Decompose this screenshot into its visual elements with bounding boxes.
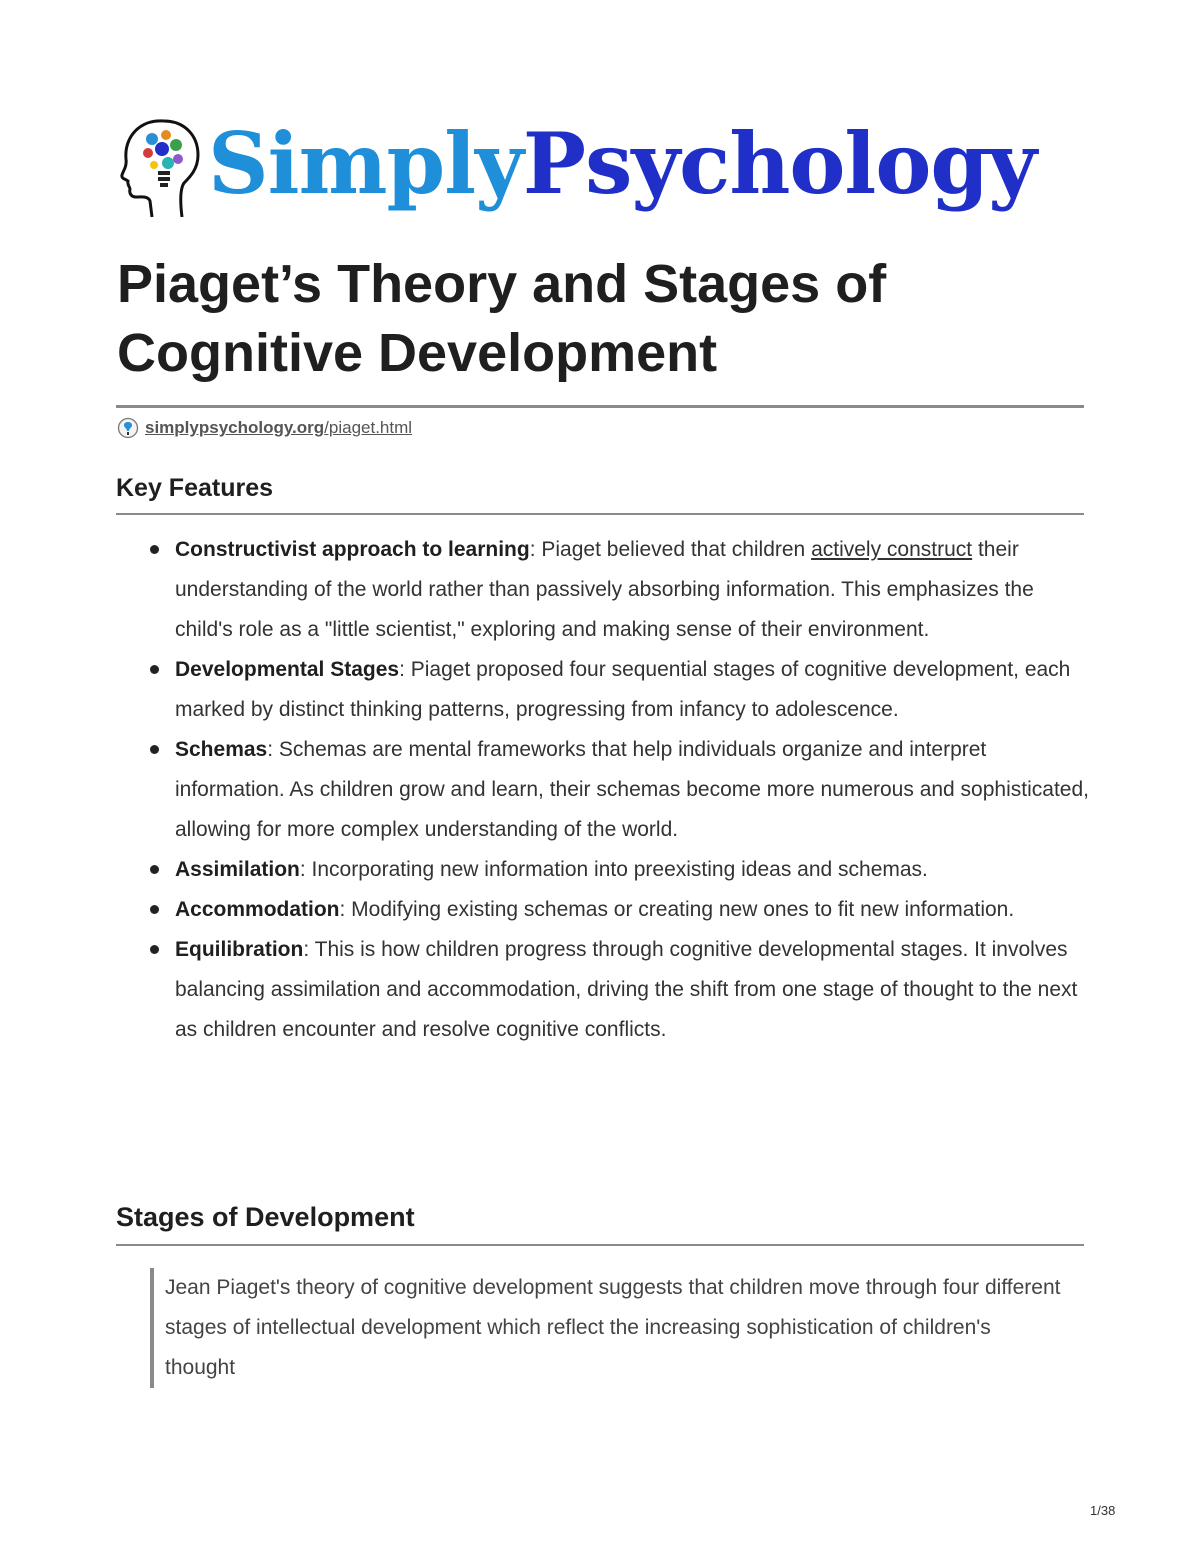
source-path: /piaget.html [324, 418, 413, 437]
logo-simply-text: Simply [208, 114, 523, 213]
title-divider [116, 405, 1084, 408]
site-logo[interactable] [118, 112, 1036, 222]
list-item [150, 850, 1090, 890]
feature-text: : Incorporating new information into preexisting ideas and schemas. [299, 858, 928, 881]
list-item [150, 530, 1090, 650]
list-item [150, 730, 1090, 850]
logo-psychology-text: Psychology [522, 114, 1036, 213]
key-features-list [150, 530, 1090, 1050]
head-gears-icon [118, 113, 206, 221]
feature-text: : Piaget believed that children [529, 538, 812, 561]
list-item [150, 650, 1090, 730]
page-number: 1/38 [1090, 1503, 1116, 1518]
stages-heading: Stages of Development [116, 1202, 415, 1232]
site-favicon-icon [117, 417, 139, 439]
source-link-row [117, 416, 412, 440]
stages-divider [116, 1244, 1084, 1246]
source-url-link[interactable] [145, 418, 412, 438]
underlined-text: actively construct [811, 538, 973, 561]
feature-text-continued: their understanding of the world rather than passively absorbing information. This emphasizes the child's role as a "little scientist," exploring and making sense of their environment. [175, 538, 1034, 641]
key-features-heading: Key Features [116, 474, 274, 502]
logo-wordmark [208, 114, 1036, 213]
feature-term: Developmental Stages [175, 658, 400, 681]
list-item [150, 890, 1090, 930]
feature-term: Accommodation [175, 898, 340, 921]
feature-term: Assimilation [175, 858, 300, 881]
bullet-icon [150, 905, 159, 914]
bullet-icon [150, 865, 159, 874]
bullet-icon [150, 665, 159, 674]
feature-text: : Schemas are mental frameworks that help individuals organize and interpret information. As children grow and learn, their schemas become more numerous and sophisticated, allowing for more complex understanding of the world. [175, 738, 1089, 841]
page-title: Piaget’s Theory and Stages of Cognitive Development [117, 254, 887, 383]
source-domain: simplypsychology.org [145, 418, 325, 437]
bullet-icon [150, 545, 159, 554]
bullet-icon [150, 945, 159, 954]
feature-term: Schemas [175, 738, 268, 761]
list-item [150, 930, 1090, 1050]
key-features-divider [116, 513, 1084, 515]
feature-term: Constructivist approach to learning [175, 538, 530, 561]
feature-text: : This is how children progress through cognitive developmental stages. It involves balancing assimilation and accommodation, driving the shift from one stage of thought to the next as children encounter and resolve cognitive conflicts. [175, 938, 1078, 1041]
feature-text: : Piaget proposed four sequential stages of cognitive development, each marked by distinct thinking patterns, progressing from infancy to adolescence. [175, 658, 1071, 721]
bullet-icon [150, 745, 159, 754]
feature-term: Equilibration [175, 938, 304, 961]
stages-blockquote: Jean Piaget's theory of cognitive development suggests that children move through four different stages of intellectual development which reflect the increasing sophistication of children's thought [150, 1268, 1065, 1388]
feature-text: : Modifying existing schemas or creating new ones to fit new information. [339, 898, 1015, 921]
